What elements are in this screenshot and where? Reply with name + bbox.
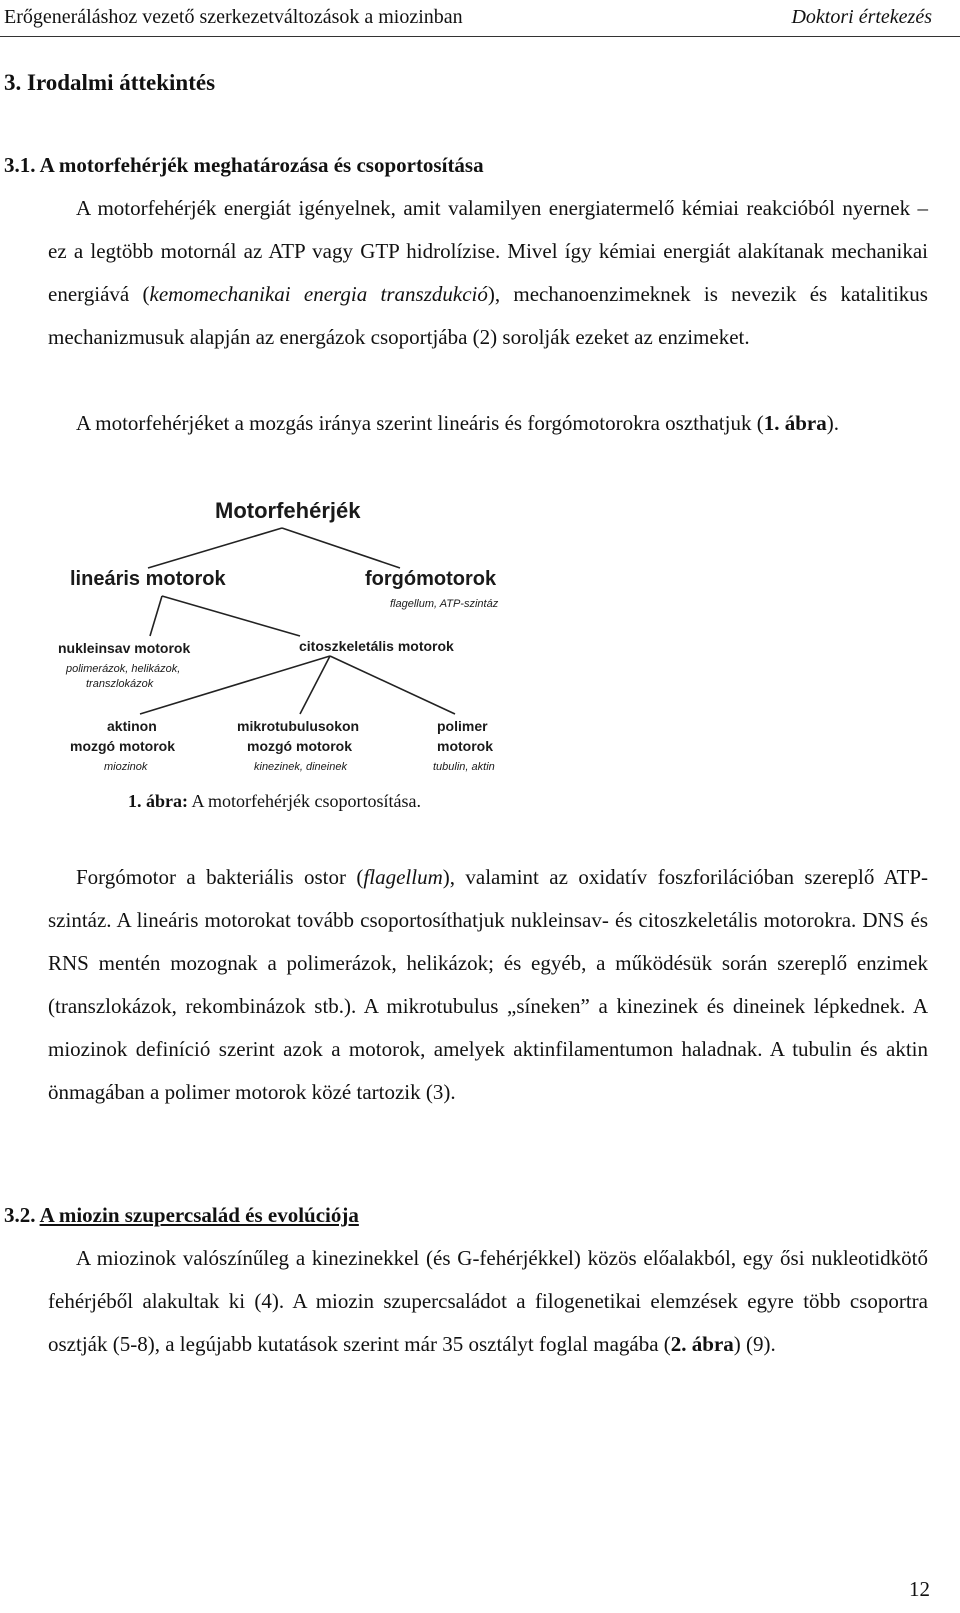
diagram-actin-examples: miozinok <box>104 761 148 773</box>
diagram-root-label: Motorfehérjék <box>215 498 361 523</box>
diagram-polymer-label-1: polimer <box>437 718 488 734</box>
diagram-actin-label-1: aktinon <box>107 718 157 734</box>
diagram-nucleic-examples-1: polimerázok, helikázok, <box>66 663 181 675</box>
paragraph-4: A miozinok valószínűleg a kinezinekkel (és G-fehérjékkel) közös előalakból, egy ősi nukleotidkötő fehérjéből alakultak ki (4). A miozin szupercsaládot a filogenetikai elemzések egyre több csoportra osztják (5-8), a legújabb kutatások szerint már 35 osztályt foglal magába (2. ábra) (9). <box>48 1246 928 1356</box>
diagram-rotary-label: forgómotorok <box>365 568 497 590</box>
diagram-microtubule-label-1: mikrotubulusokon <box>237 718 360 734</box>
diagram-microtubule-examples: kinezinek, dineinek <box>254 761 347 773</box>
page-number: 12 <box>909 1577 930 1601</box>
header-doc-type: Doktori értekezés <box>791 6 932 28</box>
paragraph-1: A motorfehérjék energiát igényelnek, amit valamilyen energiatermelő kémiai reakcióból nyernek – ez a legtöbb motornál az ATP vagy GTP hidrolízise. Mivel így kémiai energiát alakítanak mechanikai energiává (kemomechanikai energia transzdukció), mechanoenzimeknek is nevezik és katalitikus mechanizmusuk alapján az energázok csoportjába (2) sorolják ezeket az enzimeket. <box>48 196 928 349</box>
section-3-2-title: 3.2. A miozin szupercsalád és evolúciója <box>4 1203 359 1227</box>
paragraph-3: Forgómotor a bakteriális ostor (flagellum), valamint az oxidatív foszforilációban szereplő ATP-szintáz. A lineáris motorokat tovább csoportosíthatjuk nukleinsav- és citoszkeletális motorokra. DNS és RNS mentén mozognak a polimerázok, helikázok; és egyéb, a működésük során szereplő enzimek (transzlokázok, rekombinázok stb.). A mikrotubulus „síneken” a kinezinek és dineinek lépkednek. A miozinok definíció szerint azok a motorok, amelyek aktinfilamentumon haladnak. A tubulin és aktin önmagában a polimer motorok közé tartozik (3). <box>48 865 928 1104</box>
diagram-cytoskeletal-label: citoszkeletális motorok <box>299 638 454 654</box>
diagram-microtubule-label-2: mozgó motorok <box>247 738 352 754</box>
diagram-linear-label: lineáris motorok <box>70 568 226 590</box>
diagram-nucleic-label: nukleinsav motorok <box>58 640 191 656</box>
figure-1-caption-label: 1. ábra: <box>128 791 188 811</box>
diagram-polymer-examples: tubulin, aktin <box>433 761 495 773</box>
diagram-actin-label-2: mozgó motorok <box>70 738 175 754</box>
header-title: Erőgeneráláshoz vezető szerkezetváltozások a miozinban <box>4 6 463 28</box>
section-3-1-title: 3.1. A motorfehérjék meghatározása és csoportosítása <box>4 153 484 177</box>
chapter-title: 3. Irodalmi áttekintés <box>4 70 216 95</box>
figure-1-caption-text: A motorfehérjék csoportosítása. <box>188 791 421 811</box>
paragraph-2: A motorfehérjéket a mozgás iránya szerint lineáris és forgómotorokra oszthatjuk (1. ábra). <box>76 411 839 435</box>
figure-1-caption <box>128 791 421 812</box>
diagram-nucleic-examples-2: transzlokázok <box>86 678 154 690</box>
running-header <box>0 2 960 37</box>
diagram-polymer-label-2: motorok <box>437 738 493 754</box>
diagram-rotary-examples: flagellum, ATP-szintáz <box>390 598 499 610</box>
